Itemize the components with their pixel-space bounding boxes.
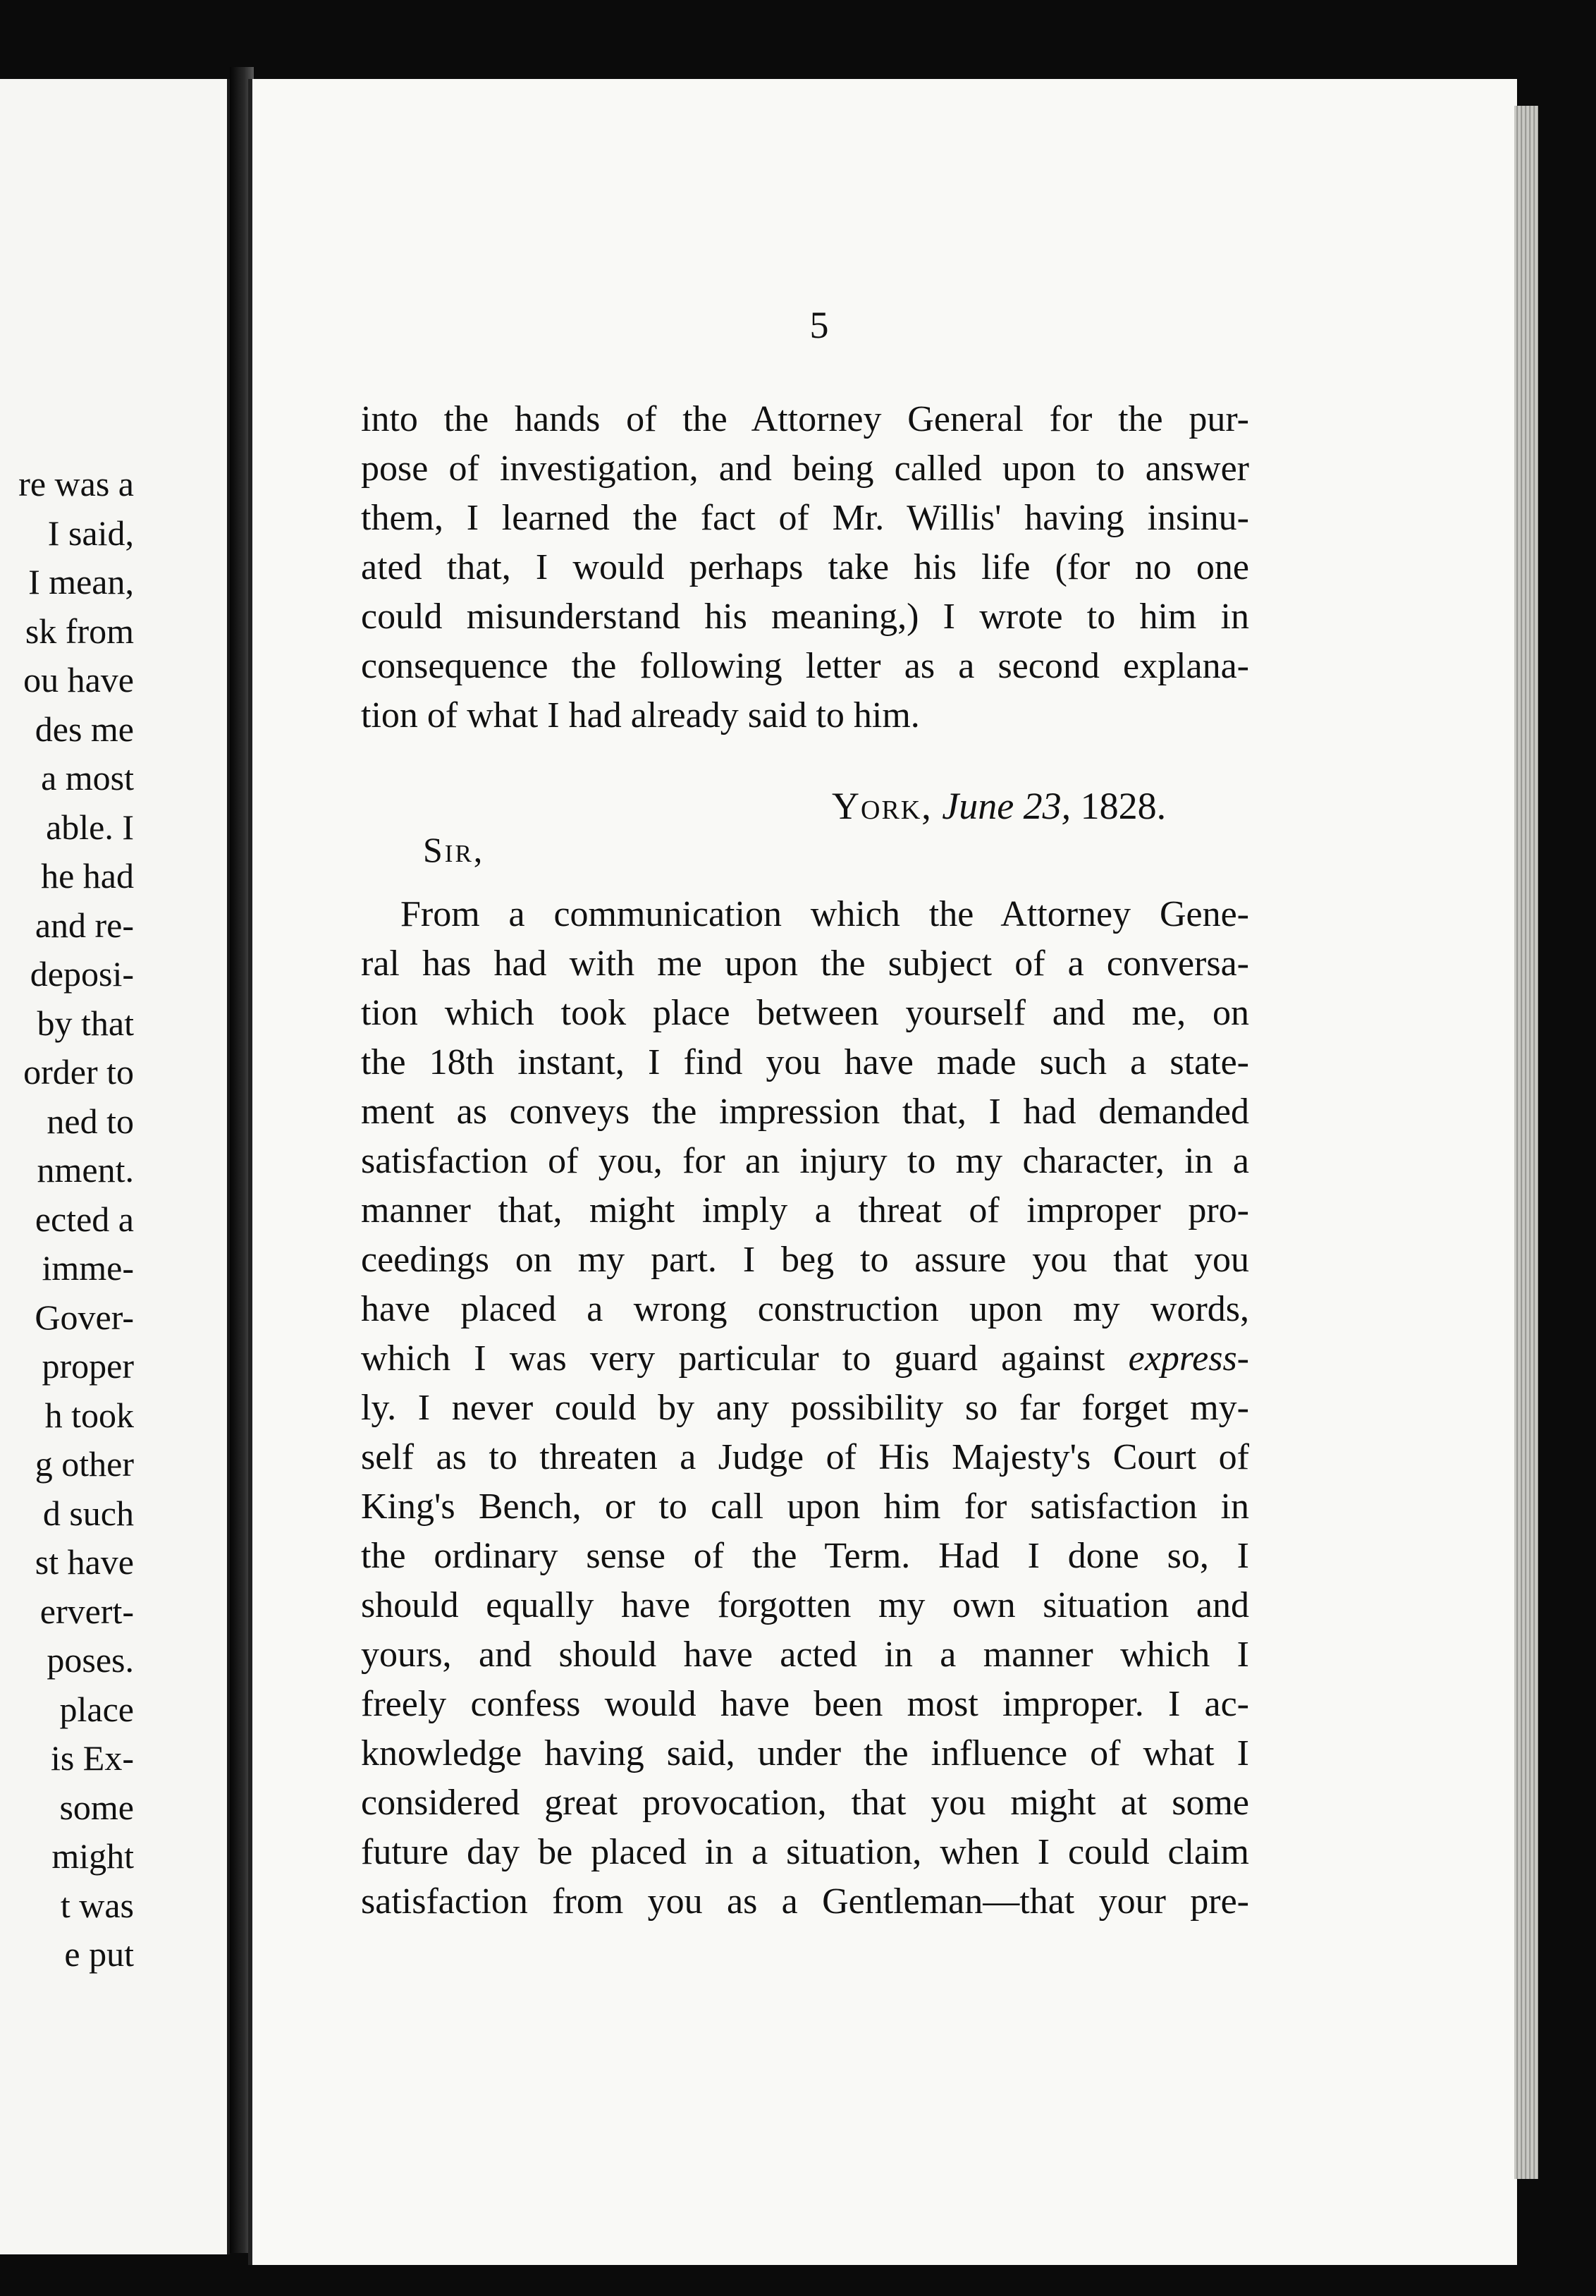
letter-line: the ordinary sense of the Term. Had I done so, I <box>361 1536 1249 1576</box>
left-text-line: e put <box>64 1934 134 1974</box>
letter-line: should equally have forgotten my own situation and <box>361 1585 1249 1625</box>
left-text-line: a most <box>41 758 134 798</box>
text-line: consequence the following letter as a second explana- <box>361 646 1249 686</box>
opening-paragraph <box>361 395 1249 740</box>
left-text-line: h took <box>44 1395 134 1435</box>
letter-line: yours, and should have acted in a manner which I <box>361 1635 1249 1675</box>
left-text-line: able. I <box>46 807 134 847</box>
left-text-line: I mean, <box>28 562 134 602</box>
left-text-line: Gover- <box>35 1297 134 1337</box>
letter-body <box>361 890 1249 1926</box>
letter-line: satisfaction of you, for an injury to my character, in a <box>361 1141 1249 1181</box>
left-text-line: he had <box>41 856 134 896</box>
letter-line: tion which took place between yourself and me, on <box>361 993 1249 1033</box>
text-line: into the hands of the Attorney General for the pur- <box>361 399 1249 439</box>
left-text-line: nment. <box>37 1150 134 1190</box>
left-text-line: some <box>59 1787 134 1827</box>
italic-word: express- <box>1128 1338 1249 1379</box>
left-text-line: ervert- <box>39 1591 134 1631</box>
left-text-line: imme- <box>42 1248 134 1288</box>
letter-line: King's Bench, or to call upon him for satisfaction in <box>361 1486 1249 1527</box>
text-line: them, I learned the fact of Mr. Willis' having insinu- <box>361 498 1249 538</box>
dateline-place: York, <box>832 785 933 827</box>
left-text-line: order to <box>23 1052 134 1092</box>
left-text-line: t was <box>60 1885 134 1925</box>
letter-line: future day be placed in a situation, when I could claim <box>361 1832 1249 1872</box>
left-text-line: d such <box>42 1493 134 1533</box>
letter-line: knowledge having said, under the influence of what I <box>361 1733 1249 1773</box>
letter-line: satisfaction from you as a Gentleman—that your pre- <box>361 1881 1249 1922</box>
page-edges <box>1514 106 1538 2179</box>
dateline-year: 1828. <box>1080 785 1167 827</box>
left-text-line: place <box>59 1689 134 1729</box>
left-text-line: sk from <box>25 611 134 651</box>
left-text-line: re was a <box>18 464 134 503</box>
letter-dateline <box>832 784 1166 828</box>
left-text-line: des me <box>35 709 134 749</box>
dateline-month-day: June 23, <box>942 785 1072 827</box>
left-text-line: ned to <box>47 1101 134 1141</box>
letter-line: manner that, might imply a threat of improper pro- <box>361 1190 1249 1231</box>
left-text-line: ou have <box>23 660 134 700</box>
left-text-line: and re- <box>35 905 134 945</box>
left-text-line: deposi- <box>30 954 134 994</box>
letter-line: ral has had with me upon the subject of a conversa- <box>361 944 1249 984</box>
text-line: pose of investigation, and being called upon to answer <box>361 448 1249 489</box>
letter-line: freely confess would have been most improper. I ac- <box>361 1684 1249 1724</box>
left-text-line: ected a <box>35 1199 134 1239</box>
letter-line <box>361 1334 1249 1384</box>
left-text-line: by that <box>37 1003 134 1043</box>
letter-line: self as to threaten a Judge of His Majesty's Court of <box>361 1437 1249 1477</box>
text-line: could misunderstand his meaning,) I wrote to him in <box>361 597 1249 637</box>
letter-line: have placed a wrong construction upon my words, <box>361 1289 1249 1329</box>
left-text-line: st have <box>35 1542 134 1582</box>
letter-line: the 18th instant, I find you have made such a state- <box>361 1042 1249 1082</box>
letter-line: considered great provocation, that you might at some <box>361 1783 1249 1823</box>
text-line: ated that, I would perhaps take his life (for no one <box>361 547 1249 587</box>
letter-line: ment as conveys the impression that, I had demanded <box>361 1092 1249 1132</box>
left-text-line: I said, <box>47 513 134 553</box>
left-text-line: g other <box>35 1444 134 1484</box>
left-text-line: proper <box>42 1346 134 1386</box>
text-line: tion of what I had already said to him. <box>361 695 920 735</box>
left-text-line: is Ex- <box>50 1738 134 1778</box>
left-text-line: might <box>51 1836 134 1876</box>
letter-salutation: Sir, <box>423 830 485 869</box>
letter-line-text: which I was very particular to guard against <box>361 1338 1129 1379</box>
left-text-line: poses. <box>47 1640 134 1680</box>
page-number: 5 <box>809 304 829 346</box>
letter-line: From a communication which the Attorney Gene- <box>400 894 1249 934</box>
left-page-fragment <box>0 79 230 2254</box>
letter-line: ly. I never could by any possibility so far forget my- <box>361 1388 1249 1428</box>
left-page-text <box>0 460 227 1979</box>
letter-line: ceedings on my part. I beg to assure you that you <box>361 1240 1249 1280</box>
